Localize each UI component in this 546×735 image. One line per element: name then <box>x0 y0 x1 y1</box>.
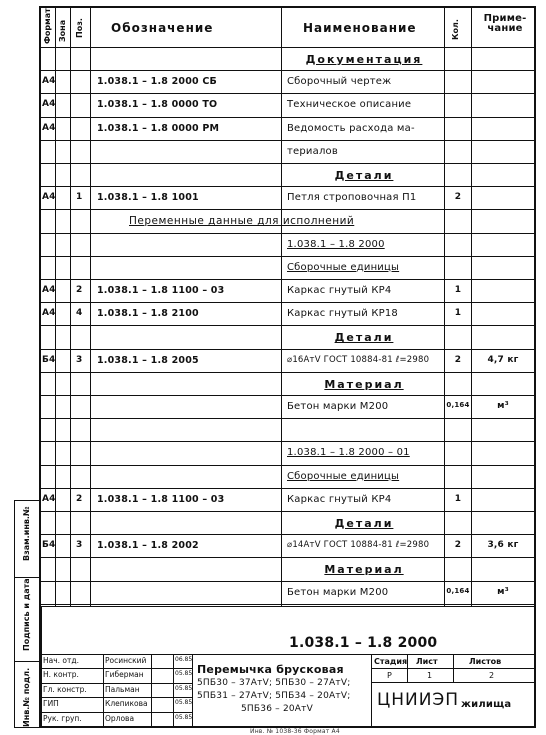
person-date: 05.85 <box>175 713 193 721</box>
row-note: м³ <box>497 586 509 597</box>
row-section-title: Документация <box>305 53 423 66</box>
row-name: Сборочный чертеж <box>287 76 392 88</box>
inv-label: Инв.№ подл. <box>22 667 31 727</box>
row-designation: 1.038.1 – 1.8 1001 <box>97 192 199 204</box>
row-name: ⌀16АтⅤ ГОСТ 10884-81 ℓ=2980 <box>287 354 430 365</box>
row-name: Ведомость расхода ма- <box>287 122 415 134</box>
row-format: А4 <box>42 76 56 87</box>
person-name: Пальман <box>105 684 140 694</box>
replace-label: Взам.инв.№ <box>22 506 31 561</box>
table-frame <box>39 6 536 728</box>
row-format: А4 <box>42 285 56 295</box>
sheet-label: Лист <box>416 657 438 666</box>
row-designation: 1.038.1 – 1.8 1100 – 03 <box>97 285 225 296</box>
row-section-title: Детали <box>334 169 394 182</box>
row-designation: 1.038.1 – 1.8 0000 РМ <box>97 122 220 134</box>
sheet-value: 1 <box>427 671 433 680</box>
org-sub: жилища <box>461 699 512 710</box>
row-designation: 1.038.1 – 1.8 2100 <box>97 308 199 320</box>
row-subtitle: Сборочные единицы <box>287 261 400 273</box>
row-name: ⌀14АтⅤ ГОСТ 10884-81 ℓ=2980 <box>287 540 430 551</box>
footer-note: Инв. № 1038-36 Формат А4 <box>250 728 340 735</box>
title-line1: Перемычка брусковая <box>197 663 344 676</box>
col-qty: Кол. <box>451 19 460 40</box>
col-designation: Обозначение <box>111 21 214 35</box>
row-qty: 1 <box>454 493 462 504</box>
row-name: Техническое описание <box>287 99 412 111</box>
row-format: А4 <box>42 99 56 110</box>
person-date: 05.85 <box>175 684 193 692</box>
row-name: Каркас гнутый КР18 <box>287 308 398 320</box>
title-line3: 5ПБ31 – 27АтⅤ; 5ПБ34 – 20АтⅤ; <box>197 691 351 701</box>
row-qty: 1 <box>454 285 462 295</box>
side-stamp <box>14 500 40 728</box>
person-role: Гл. констр. <box>43 684 87 694</box>
sign-date-label: Подпись и дата <box>22 578 31 651</box>
title-line4: 5ПБ36 – 20АтⅤ <box>241 704 313 714</box>
person-name: Гиберман <box>105 670 144 680</box>
row-qty: 2 <box>454 354 462 365</box>
row-name: Каркас гнутый КР4 <box>287 285 392 296</box>
row-section-title: Детали <box>334 517 394 530</box>
row-pos: 2 <box>76 285 83 295</box>
person-date: 05.85 <box>175 699 193 707</box>
row-pos: 1 <box>76 192 83 203</box>
row-format: А4 <box>42 122 56 133</box>
person-role: Н. контр. <box>43 670 79 680</box>
row-note: 4,7 кг <box>487 354 519 365</box>
stage-value: Р <box>387 671 392 680</box>
person-date: 06.85 <box>175 656 193 663</box>
row-designation: 1.038.1 – 1.8 2005 <box>97 354 199 366</box>
person-role: Рук. груп. <box>43 713 82 723</box>
row-format: Б4 <box>42 354 56 365</box>
row-qty: 2 <box>454 540 462 551</box>
title-line2: 5ПБ30 – 37АтⅤ; 5ПБ30 – 27АтⅤ; <box>197 678 351 688</box>
row-name: Бетон марки М200 <box>287 401 389 412</box>
row-name: Каркас гнутый КР4 <box>287 493 392 505</box>
row-qty: 2 <box>454 192 462 203</box>
doc-code: 1.038.1 – 1.8 2000 <box>289 635 438 651</box>
row-format: Б4 <box>42 540 56 551</box>
row-pos: 2 <box>76 493 83 504</box>
stage-label: Стадия <box>374 657 408 666</box>
row-format: А4 <box>42 493 56 504</box>
row-name: Бетон марки М200 <box>287 586 389 598</box>
col-name: Наименование <box>303 21 417 35</box>
row-subtitle: 1.038.1 – 1.8 2000 – 01 <box>287 447 410 459</box>
col-note: Приме-чание <box>483 13 527 34</box>
person-role: ГИП <box>43 699 59 709</box>
org-logo: ЦНИИЭП <box>377 690 460 710</box>
row-format: А4 <box>42 192 56 203</box>
person-name: Орлова <box>105 713 135 723</box>
row-name: териалов <box>287 145 338 157</box>
row-section-title: Материал <box>324 563 404 577</box>
person-name: Росинский <box>105 656 147 665</box>
row-pos: 4 <box>76 308 83 319</box>
row-qty: 1 <box>454 308 462 319</box>
person-role: Нач. отд. <box>43 656 79 665</box>
person-name: Клепикова <box>105 699 148 709</box>
row-note: м³ <box>497 401 509 411</box>
row-section-title: Материал <box>324 377 404 391</box>
row-qty: 0,164 <box>446 586 470 595</box>
row-pos: 3 <box>76 354 83 365</box>
row-name: Петля строповочная П1 <box>287 192 417 204</box>
row-designation: 1.038.1 – 1.8 2000 СБ <box>97 76 217 88</box>
col-zone: Зона <box>58 19 67 42</box>
col-pos: Поз. <box>75 18 84 38</box>
row-subtitle: Сборочные единицы <box>287 470 400 482</box>
row-format: А4 <box>42 308 56 319</box>
sheets-value: 2 <box>489 671 495 680</box>
row-note: 3,6 кг <box>487 540 519 551</box>
row-pos: 3 <box>76 540 83 551</box>
row-designation: 1.038.1 – 1.8 1100 – 03 <box>97 493 225 505</box>
row-section-title: Детали <box>334 331 394 345</box>
col-format: Формат <box>43 8 52 44</box>
person-date: 05.85 <box>175 670 193 678</box>
row-qty: 0,164 <box>446 401 470 409</box>
row-wide-title: Переменные данные для исполнений <box>129 215 355 228</box>
row-subtitle: 1.038.1 – 1.8 2000 <box>287 238 385 250</box>
sheets-label: Листов <box>469 657 502 666</box>
row-designation: 1.038.1 – 1.8 2002 <box>97 540 199 552</box>
row-designation: 1.038.1 – 1.8 0000 ТО <box>97 99 218 111</box>
